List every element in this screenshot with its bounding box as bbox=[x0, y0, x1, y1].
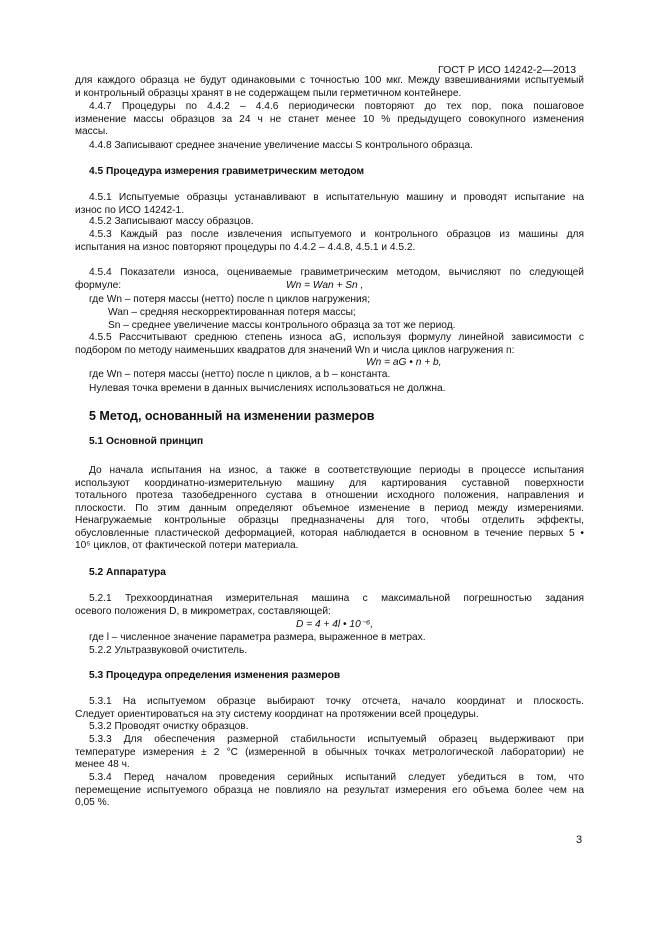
text-line: 5.3.1 На испытуемом образце выбирают точку отсчета, начало координат и плоскость. bbox=[89, 696, 584, 707]
paragraph-4-4-7 bbox=[75, 101, 584, 139]
section-heading-5-2: 5.2 Аппаратура bbox=[89, 567, 166, 578]
section-heading-5: 5 Метод, основанный на изменении размеров bbox=[89, 409, 375, 423]
paragraph-4-5-2: 4.5.2 Записывают массу образцов. bbox=[89, 216, 254, 227]
paragraph-4-5-5 bbox=[75, 332, 584, 357]
section-heading-5-3: 5.3 Процедура определения изменения размеров bbox=[89, 670, 341, 681]
paragraph-5-3-4 bbox=[75, 772, 584, 810]
paragraph-5-2-2: 5.2.2 Ультразвуковой очиститель. bbox=[89, 645, 248, 656]
text-line: перемещение испытуемого образца не повлияло на результат измерения его объема более чем на bbox=[75, 784, 584, 796]
text-line: 10⁵ циклов, от фактической потери материала. bbox=[75, 540, 299, 551]
paragraph-5-2-1 bbox=[75, 593, 584, 618]
text-line: используют координатно-измерительную машину для картирования суставной поверхности bbox=[75, 477, 584, 489]
paragraph-5-1 bbox=[75, 465, 584, 553]
text-line: 4.4.7 Процедуры по 4.4.2 – 4.4.6 периодически повторяют до тех пор, пока пошаговое bbox=[89, 101, 584, 112]
text-line: 0,05 %. bbox=[75, 797, 110, 808]
text-line: Следует ориентироваться на эту систему координат на протяжении всей процедуры. bbox=[75, 708, 479, 720]
text-line: осевого положения D, в микрометрах, составляющей: bbox=[75, 605, 331, 617]
text-line: износ по ИСО 14242-1. bbox=[75, 204, 185, 216]
text-line: температуре измерения ± 2 °С (измеренной в обычных точках метрологической лаборатории) не bbox=[75, 746, 584, 758]
text-line: формуле: bbox=[75, 279, 122, 291]
text-line: 4.5.1 Испытуемые образцы устанавливают в испытательную машину и проводят испытание на bbox=[89, 192, 584, 203]
paragraph-5-3-1 bbox=[75, 696, 584, 721]
where-line: Wan – средняя нескорректированная потеря массы; bbox=[108, 307, 356, 318]
text-line: тотального протеза тазобедренного сустава в отношении исходного положения, направления и bbox=[75, 490, 584, 501]
text-line: и контрольный образцы хранят в не содержащем пыли герметичном контейнере. bbox=[75, 87, 462, 99]
paragraph-4-5-3 bbox=[75, 229, 584, 254]
where-line: где Wn – потеря массы (нетто) после n циклов, а b – константа. bbox=[89, 369, 391, 380]
paragraph bbox=[75, 75, 584, 100]
paragraph-4-4-8: 4.4.8 Записывают среднее значение увеличение массы S контрольного образца. bbox=[89, 140, 473, 151]
text-line: 5.2.1 Трехкоординатная измерительная машина с максимальной погрешностью задания bbox=[89, 593, 584, 604]
text-line: менее 48 ч. bbox=[75, 759, 130, 770]
text-line: 5.3.4 Перед началом проведения серийных испытаний следует убедиться в том, что bbox=[89, 772, 584, 783]
note-line: Нулевая точка времени в данных вычислениях использоваться не должна. bbox=[89, 383, 446, 394]
text-line: 5.3.3 Для обеспечения размерной стабильности испытуемый образец выдерживают при bbox=[89, 734, 584, 745]
text-line: 4.5.3 Каждый раз после извлечения испытуемого и контрольного образцов из машины для bbox=[89, 229, 584, 240]
text-line: 4.5.5 Рассчитывают среднюю степень износа aG, используя формулу линейной зависимости с bbox=[89, 332, 584, 343]
text-line: изменение массы образцов за 24 ч не станет менее 10 % предыдущего совокупного изменения bbox=[75, 113, 584, 125]
doc-code: ГОСТ Р ИСО 14242-2—2013 bbox=[438, 64, 577, 76]
text-line: обусловленные пластической деформацией, которая наблюдается в основном в течение первых 5 • bbox=[75, 527, 584, 539]
where-line: где Wn – потеря массы (нетто) после n циклов нагружения; bbox=[89, 294, 371, 305]
text-line: плоскости. По этим данным определяют объемное изменение в период между измерениями. bbox=[75, 502, 584, 514]
paragraph-5-3-2: 5.3.2 Проводят очистку образцов. bbox=[89, 721, 249, 732]
formula-wn: Wn = Wan + Sn , bbox=[286, 280, 364, 291]
text-line: массы. bbox=[75, 126, 109, 137]
paragraph-5-3-3 bbox=[75, 734, 584, 772]
section-heading-5-1: 5.1 Основной принцип bbox=[89, 436, 204, 447]
text-line: 4.5.4 Показатели износа, оцениваемые гравиметрическим методом, вычисляют по следующей bbox=[89, 267, 584, 278]
text-line: для каждого образца не будут одинаковыми с точностью 100 мкг. Между взвешиваниями испытуемый bbox=[75, 75, 584, 86]
section-heading-4-5: 4.5 Процедура измерения гравиметрическим методом bbox=[89, 166, 365, 177]
text-line: До начала испытания на износ, а также в соответствующие периоды в процессе испытания bbox=[89, 465, 584, 476]
text-line: Ненагружаемые контрольные образцы предназначены для того, чтобы отделить эффекты, bbox=[75, 515, 584, 526]
where-line: Sn – среднее увеличение массы контрольного образца за тот же период. bbox=[108, 320, 456, 331]
formula-d: D = 4 + 4l • 10⁻⁶, bbox=[296, 619, 374, 630]
paragraph-4-5-1 bbox=[75, 192, 584, 217]
text-line: испытания на износ повторяют процедуры по 4.4.2 – 4.4.8, 4.5.1 и 4.5.2. bbox=[75, 241, 416, 253]
text-line: подбором по методу наименьших квадратов для значений Wn и числа циклов нагружения n: bbox=[75, 344, 515, 356]
where-line: где l – численное значение параметра размера, выраженное в метрах. bbox=[89, 632, 426, 643]
formula-regression: Wn = aG • n + b, bbox=[366, 357, 442, 368]
page-number: 3 bbox=[576, 834, 583, 846]
